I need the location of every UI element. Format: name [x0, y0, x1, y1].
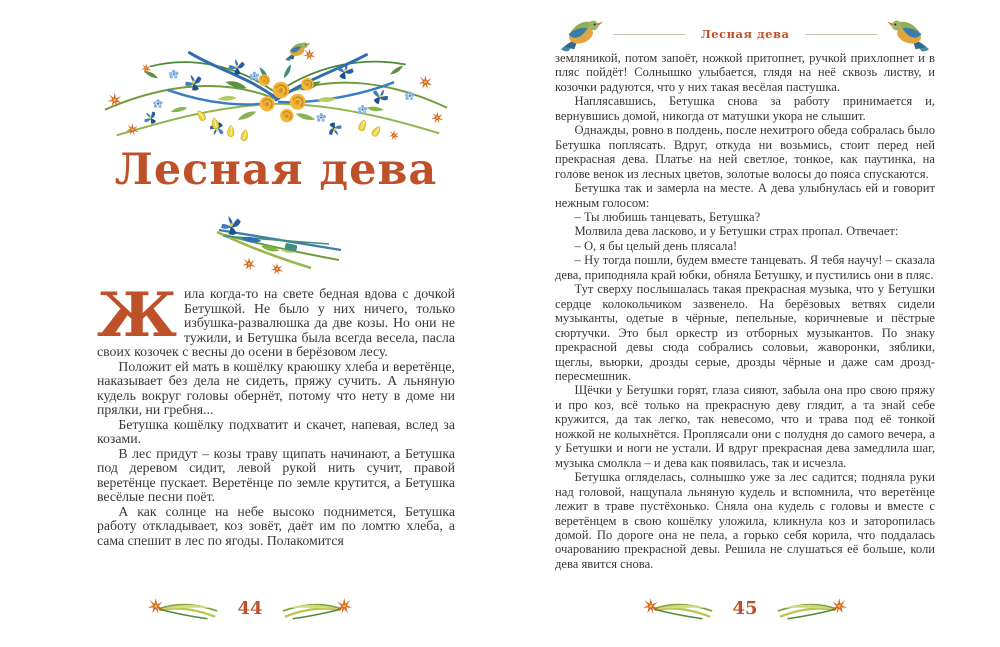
paragraph: земляникой, потом запоёт, ножкой притопнет, ручкой прихлопнет и в пляс пойдёт! Солнышко улыбается, глядя на неё сквозь листву, и козочки радуются, что у них такая весёлая пастушка. — [555, 51, 935, 94]
paragraph: – Ну тогда пошли, будем вместе танцевать. Я тебя научу! – сказала дева, приподняла край юбки, обняла Бетушку, и пустились они в пляс. — [555, 253, 935, 282]
flower-sprig-icon — [642, 596, 720, 622]
paragraph: Наплясавшись, Бетушка снова за работу принимается и, вернувшись домой, никогда от матушки укора не слышит. — [555, 94, 935, 123]
flower-sprig-icon — [770, 596, 848, 622]
bird-icon — [285, 42, 310, 61]
paragraph: Однажды, ровно в полдень, после нехитрого обеда собралась было Бетушка поплясать. Вдруг, откуда ни возьмись, стоит перед ней прекрасная дева. Платье на ней светлое, тонкое, как паутинка, на голове венок из лесных цветов, золотые волосы до пояса спускаются. — [555, 123, 935, 181]
left-page-footer — [71, 596, 429, 622]
paragraph: А как солнце на небе высоко поднимется, Бетушка работу откладывает, коз зовёт, даёт им по ломтю хлеба, а сама спешит в лес по ягоды. Полакомится — [97, 503, 455, 548]
chapter-title: Лесная дева — [114, 145, 438, 195]
running-header — [555, 13, 935, 55]
floral-garland-illustration — [99, 38, 453, 148]
page-number: 45 — [732, 598, 758, 619]
paragraph: Молвила дева ласково, и у Бетушки страх пропал. Отвечает: — [574, 224, 899, 239]
flower-sprig-icon — [147, 596, 225, 622]
bird-icon — [555, 15, 605, 53]
paragraph: В лес придут – козы траву щипать начинают, а Бетушка под деревом сидит, левой рукой нить сучит, правой веретёнце пускает. Веретёнце по земле крутится, а Бетушка весёлые песни поёт. — [97, 445, 455, 504]
left-page-body — [97, 280, 455, 548]
paragraph: – О, я бы целый день плясала! — [574, 238, 738, 253]
paragraph-text: ила когда-то на свете бедная вдова с дочкой Бетушкой. Не было у них ничего, только избушка-развалюшка да две козы. Но они не тужили, и Бетушка была всегда весела, пасла своих козочек с весны до осени в берёзовом лесу. — [97, 286, 455, 359]
header-rule — [805, 34, 877, 35]
page-number: 44 — [237, 598, 263, 619]
running-header-title: Лесная дева — [700, 27, 790, 41]
drop-cap: Ж — [97, 280, 178, 351]
bird-icon — [885, 15, 935, 53]
paragraph: Бетушка кошёлку подхватит и скачет, напевая, вслед за козами. — [97, 416, 455, 446]
paragraph: – Ты любишь танцевать, Бетушка? — [574, 209, 761, 224]
right-page — [555, 0, 935, 647]
header-rule — [613, 34, 685, 35]
paragraph: Положит ей мать в кошёлку краюшку хлеба и веретёнце, наказывает без дела не сидеть, пряжу сучить. А льняную кудель вокруг головы обернёт, потому что нету в доме ни прялки, ни гребня... — [97, 358, 455, 417]
right-page-body — [555, 51, 935, 571]
right-page-footer — [555, 596, 935, 622]
paragraph: Щёчки у Бетушки горят, глаза сияют, забыла она про свою пряжу и про коз, всё только на прекрасную деву глядит, а та знай себе кружится, да так легко, так невесомо, что и трава под её тонкой ножкой не колыхнётся. Проплясали они с полудня до самого вечера, а у Бетушки и ноги не устали. И вдруг прекрасная дева замедлила шаг, музыка смолкла – и дева как появилась, так и исчезла. — [555, 383, 935, 470]
flower-sprig-icon — [275, 596, 353, 622]
paragraph — [97, 280, 455, 360]
paragraph: Бетушка огляделась, солнышко уже за лес садится; подняла руки над головой, нащупала льняную кудель и вспомнила, что веретёнце лежит в траве пустёхонько. Сняла она кудель с головы и вместе с веретёнцем в свою кошёлку уложила, кликнула коз и заторопилась домой. По дороге она не пела, а горько себя корила, что поддалась очарованию прекрасной девы. Решила не слушаться её больше, коли дева явится снова. — [555, 470, 935, 571]
flower-bouquet-illustration — [189, 210, 363, 276]
paragraph: Тут сверху послышалась такая прекрасная музыка, что у Бетушки сердце колокольчиком зазвенело. На берёзовых ветвях сидели музыканты, одетые в чёрные, пепельные, коричневые и пёстрые сюртучки. Это был оркестр из отборных музыкантов. По знаку прекрасной девы сюда собрались соловьи, жаворонки, зяблики, щеглы, вьюрки, дрозды серые, дрозды чёрные и даже сам дрозд-пересмешник. — [555, 282, 935, 383]
left-page — [97, 0, 455, 647]
paragraph: Бетушка так и замерла на месте. А дева улыбнулась ей и говорит нежным голосом: — [555, 181, 935, 210]
